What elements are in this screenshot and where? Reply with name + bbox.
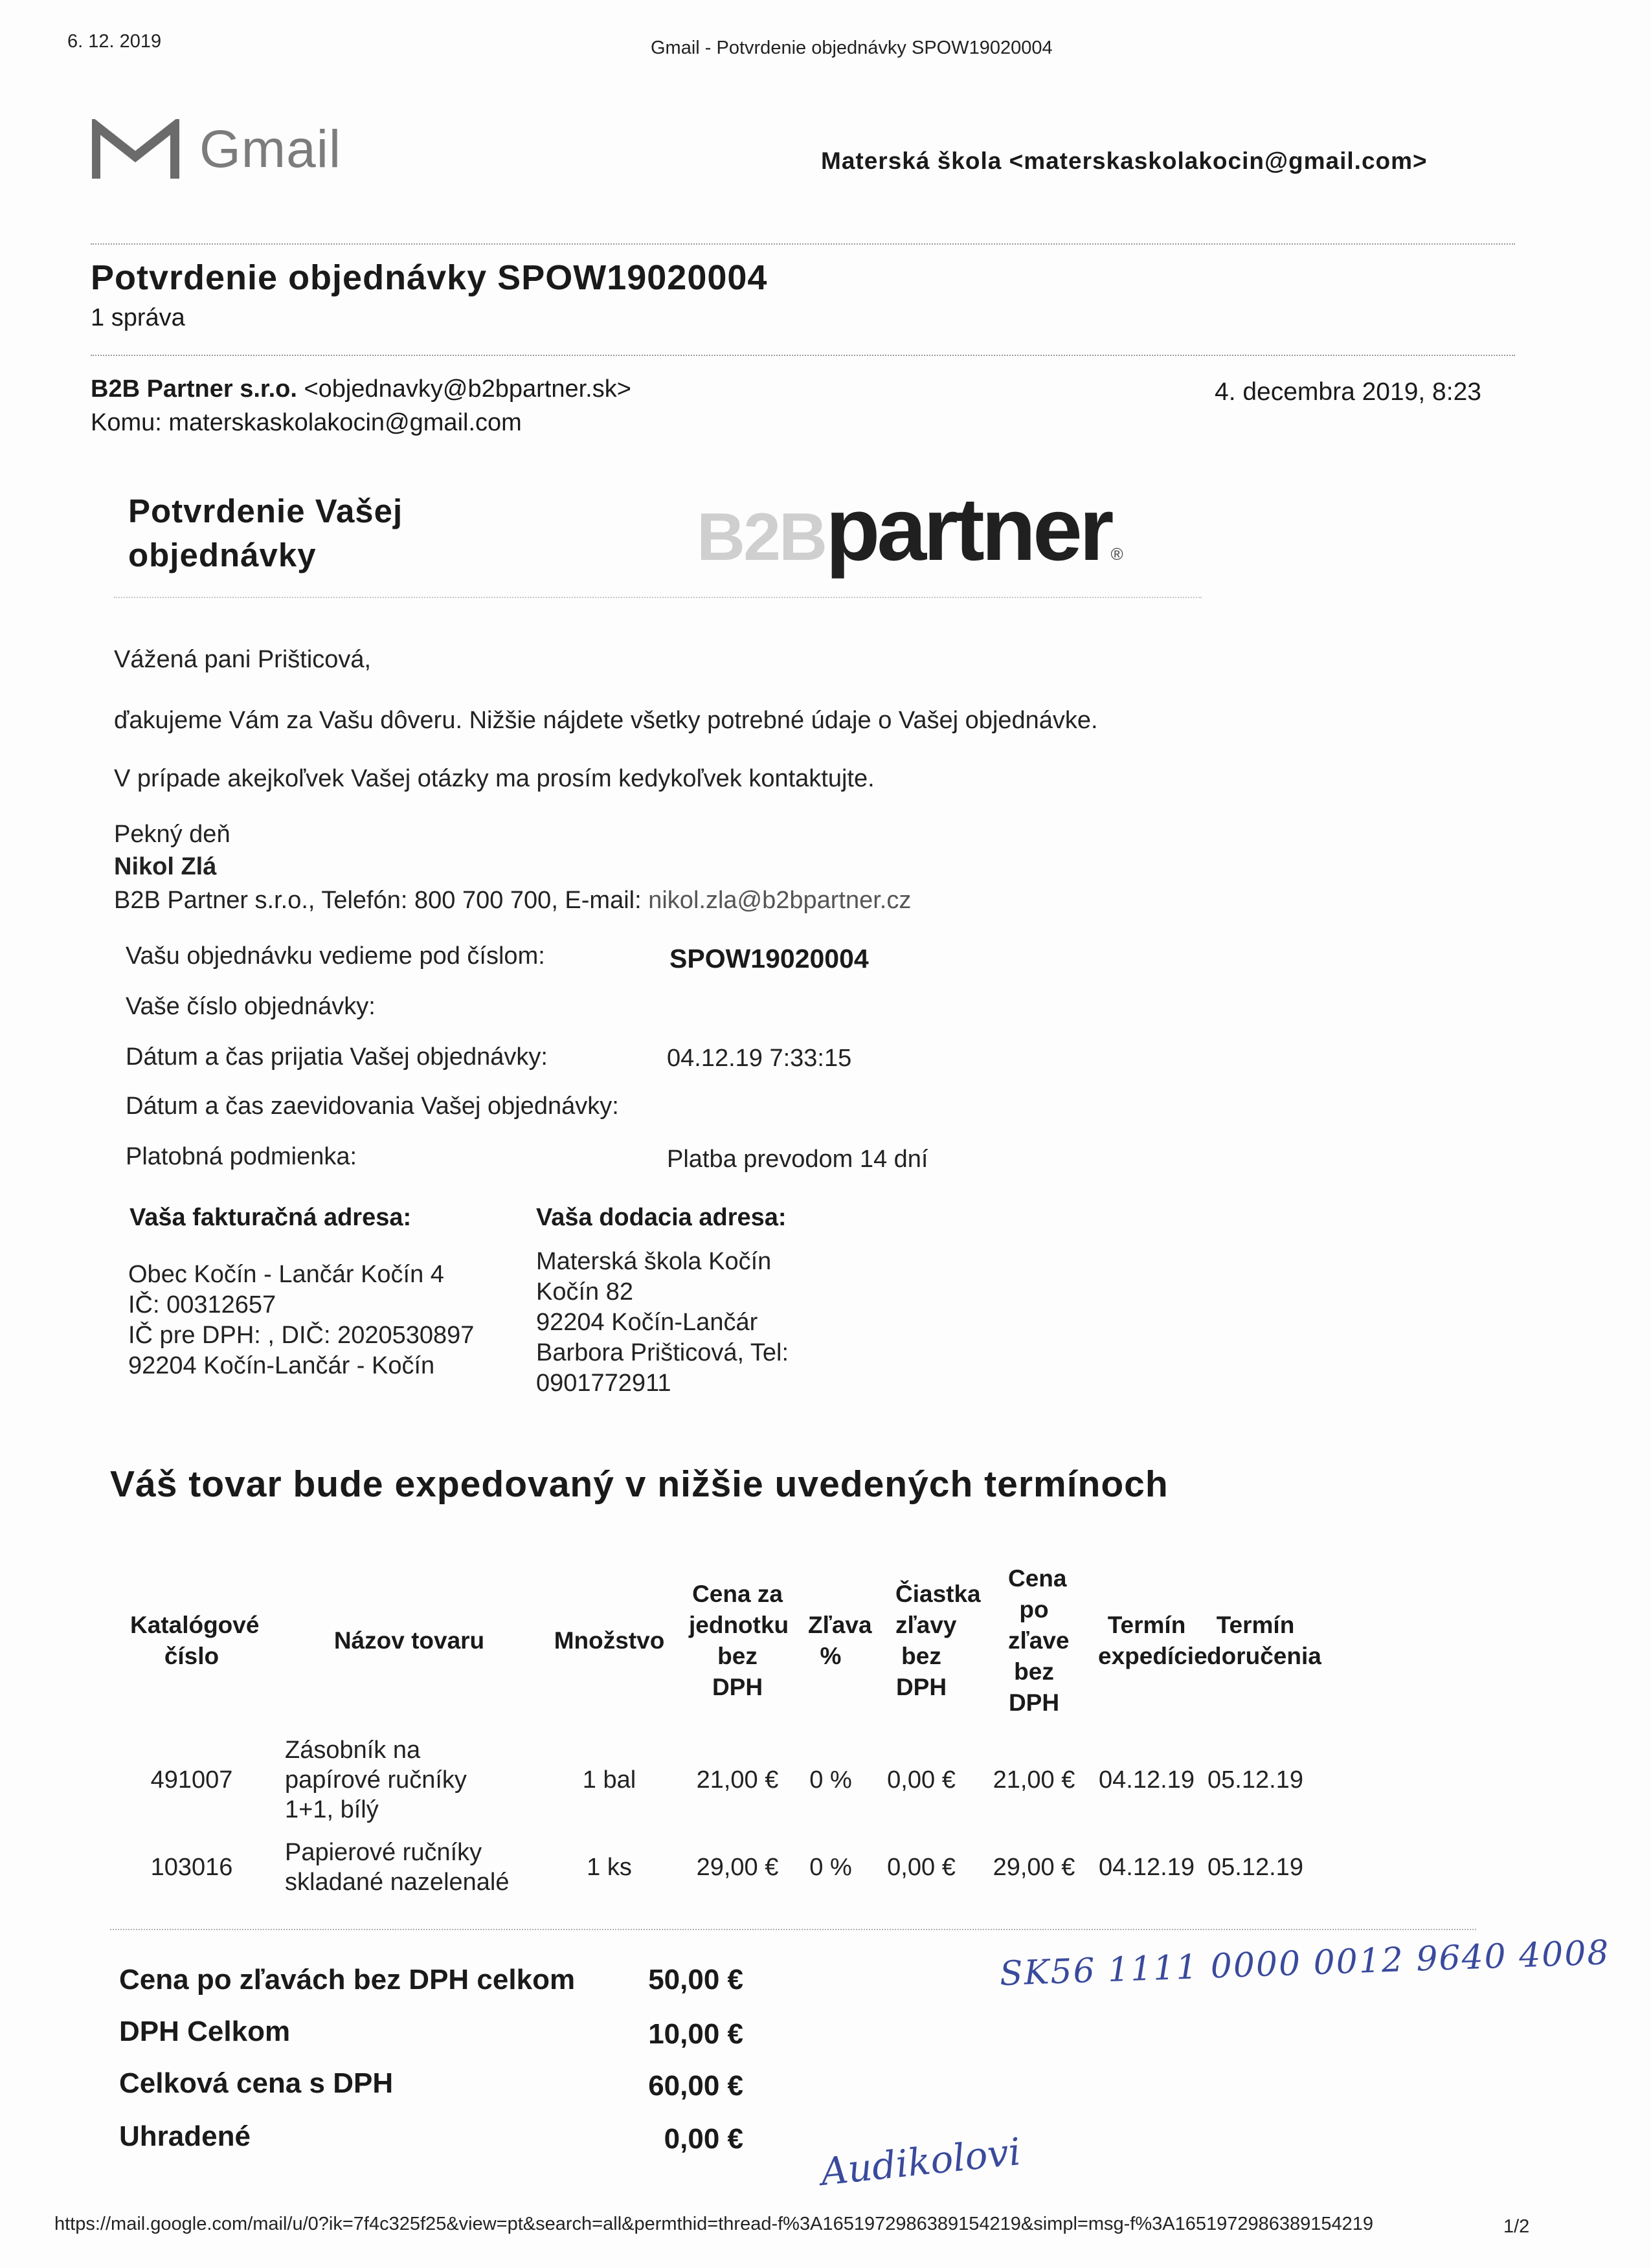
cell-discount: 0 % [809,1854,852,1881]
delivery-line: Kočín 82 [536,1278,633,1306]
col-header-catalog: Katalógové číslo [130,1612,260,1669]
cell-discount: 0 % [809,1766,852,1794]
contact-prefix: B2B Partner s.r.o., Telefón: 800 700 700, E-mail: [114,887,642,914]
cell-product-name: Papierové ručníky skladané nazelenalé [285,1839,510,1896]
cell-dispatch-date: 04.12.19 [1099,1766,1195,1794]
handwritten-iban: SK56 1111 0000 0012 9640 4008 [998,1933,1611,1994]
billing-line: IČ: 00312657 [128,1291,276,1318]
intro-paragraph: ďakujeme Vám za Vašu dôveru. Nižšie nájdete všetky potrebné údaje o Vašej objednávke. [114,707,1098,734]
cell-quantity: 1 ks [587,1854,632,1881]
greeting: Vážená pani Prišticová, [114,646,372,673]
message-sender[interactable] [91,375,631,403]
signer-contact [114,887,911,915]
cell-catalog-number: 103016 [150,1854,233,1881]
paid-value: 0,00 € [664,2123,743,2155]
divider [110,1929,1476,1930]
received-date-value: 04.12.19 7:33:15 [667,1045,852,1072]
delivery-heading: Vaša dodacia adresa: [536,1204,787,1231]
table-header-row [104,1547,1309,1735]
received-date-label: Dátum a čas prijatia Vašej objednávky: [126,1043,548,1071]
delivery-line: Barbora Prišticová, Tel: [536,1339,789,1366]
cell-dispatch-date: 04.12.19 [1099,1854,1195,1881]
b2bpartner-logo [697,478,1123,581]
col-header-discount-amount: Čiastka zľavy bez DPH [895,1581,981,1700]
total-gross-value: 60,00 € [648,2070,743,2102]
total-vat-label: DPH Celkom [119,2016,291,2047]
billing-line: 92204 Kočín-Lančár - Kočín [128,1352,435,1379]
order-items-table [104,1547,1321,1909]
logo-partner: partner [826,480,1111,579]
email-heading-line1: Potvrdenie Vašej [128,493,403,529]
print-url: https://mail.google.com/mail/u/0?ik=7f4c325f25&view=pt&search=all&permthid=thread-f%3A1651972986389154219&simpl=msg-f%3A1651972986389154219 [54,2214,1374,2234]
sender-name: B2B Partner s.r.o. [91,375,297,403]
col-header-price-after-discount: Cena po zľave bez DPH [1008,1565,1070,1716]
delivery-line: 0901772911 [536,1370,671,1397]
delivery-line: Materská škola Kočín [536,1248,772,1275]
registered-date-label: Dátum a čas zaevidovania Vašej objednávky: [126,1093,619,1120]
thread-count: 1 správa [91,304,185,331]
billing-line: IČ pre DPH: , DIČ: 2020530897 [128,1322,475,1349]
divider [91,355,1515,356]
gmail-logo[interactable] [92,119,179,186]
total-net-value: 50,00 € [648,1964,743,1996]
contact-paragraph: V prípade akejkoľvek Vašej otázky ma prosím kedykoľvek kontaktujte. [114,765,875,792]
delivery-address [536,1247,925,1399]
billing-address [128,1260,517,1381]
gmail-m-icon [92,119,179,183]
handwritten-signature: Audikolovi [818,2129,1023,2194]
payment-terms-label: Platobná podmienka: [126,1143,357,1170]
cell-unit-price: 29,00 € [696,1854,779,1881]
logo-registered: ® [1110,544,1123,564]
table-row [104,1735,1309,1825]
paid-label: Uhradené [119,2120,251,2152]
divider [114,597,1202,598]
order-number-value: SPOW19020004 [669,944,869,973]
col-header-unit-price: Cena za jednotku bez DPH [689,1581,789,1700]
sender-email: <objednavky@b2bpartner.sk> [304,375,631,403]
cell-discount-amount: 0,00 € [887,1766,956,1794]
print-date: 6. 12. 2019 [67,31,162,52]
gmail-logo-text: Gmail [199,120,342,179]
cell-catalog-number: 491007 [150,1766,233,1794]
cell-price-after-discount: 21,00 € [993,1766,1075,1794]
account-email: Materská škola <materskaskolakocin@gmail.com> [821,148,1428,174]
contact-email-link[interactable]: nikol.zla@b2bpartner.cz [648,887,912,914]
col-header-name: Názov tovaru [333,1627,485,1654]
col-header-dispatch-date: Termín expedície [1098,1612,1207,1669]
cell-delivery-date: 05.12.19 [1207,1766,1303,1794]
delivery-line: 92204 Kočín-Lančár [536,1309,758,1336]
signer-name: Nikol Zlá [114,853,217,880]
cell-unit-price: 21,00 € [696,1766,779,1794]
cell-product-name: Zásobník na papírové ručníky 1+1, bílý [285,1737,467,1823]
divider [91,243,1515,245]
print-title: Gmail - Potvrdenie objednávky SPOW19020004 [651,38,1053,58]
billing-line: Obec Kočín - Lančár Kočín 4 [128,1261,444,1288]
billing-heading: Vaša fakturačná adresa: [129,1204,412,1231]
message-date: 4. decembra 2019, 8:23 [1215,378,1481,406]
total-gross-label: Celková cena s DPH [119,2067,394,2099]
cell-price-after-discount: 29,00 € [993,1854,1075,1881]
email-heading [128,489,403,577]
total-net-label: Cena po zľavách bez DPH celkom [119,1964,576,1996]
logo-b2b: B2B [697,500,826,575]
recipient-line: Komu: materskaskolakocin@gmail.com [91,409,522,436]
cell-quantity: 1 bal [582,1766,636,1794]
total-vat-value: 10,00 € [648,2018,743,2050]
payment-terms-value: Platba prevodom 14 dní [667,1146,928,1173]
col-header-discount: Zľava % [808,1612,872,1669]
table-row [104,1825,1309,1909]
shipping-heading: Váš tovar bude expedovaný v nižšie uvedených termínoch [110,1463,1169,1505]
cell-discount-amount: 0,00 € [887,1854,956,1881]
customer-order-label: Vaše číslo objednávky: [126,993,376,1020]
print-page-number: 1/2 [1503,2216,1530,2237]
order-number-label: Vašu objednávku vedieme pod číslom: [126,942,545,970]
email-heading-line2: objednávky [128,537,317,573]
cell-delivery-date: 05.12.19 [1207,1854,1303,1881]
col-header-quantity: Množstvo [554,1627,665,1654]
col-header-delivery-date: Termín doručenia [1207,1612,1321,1669]
thread-subject: Potvrdenie objednávky SPOW19020004 [91,258,768,297]
closing: Pekný deň [114,821,230,848]
